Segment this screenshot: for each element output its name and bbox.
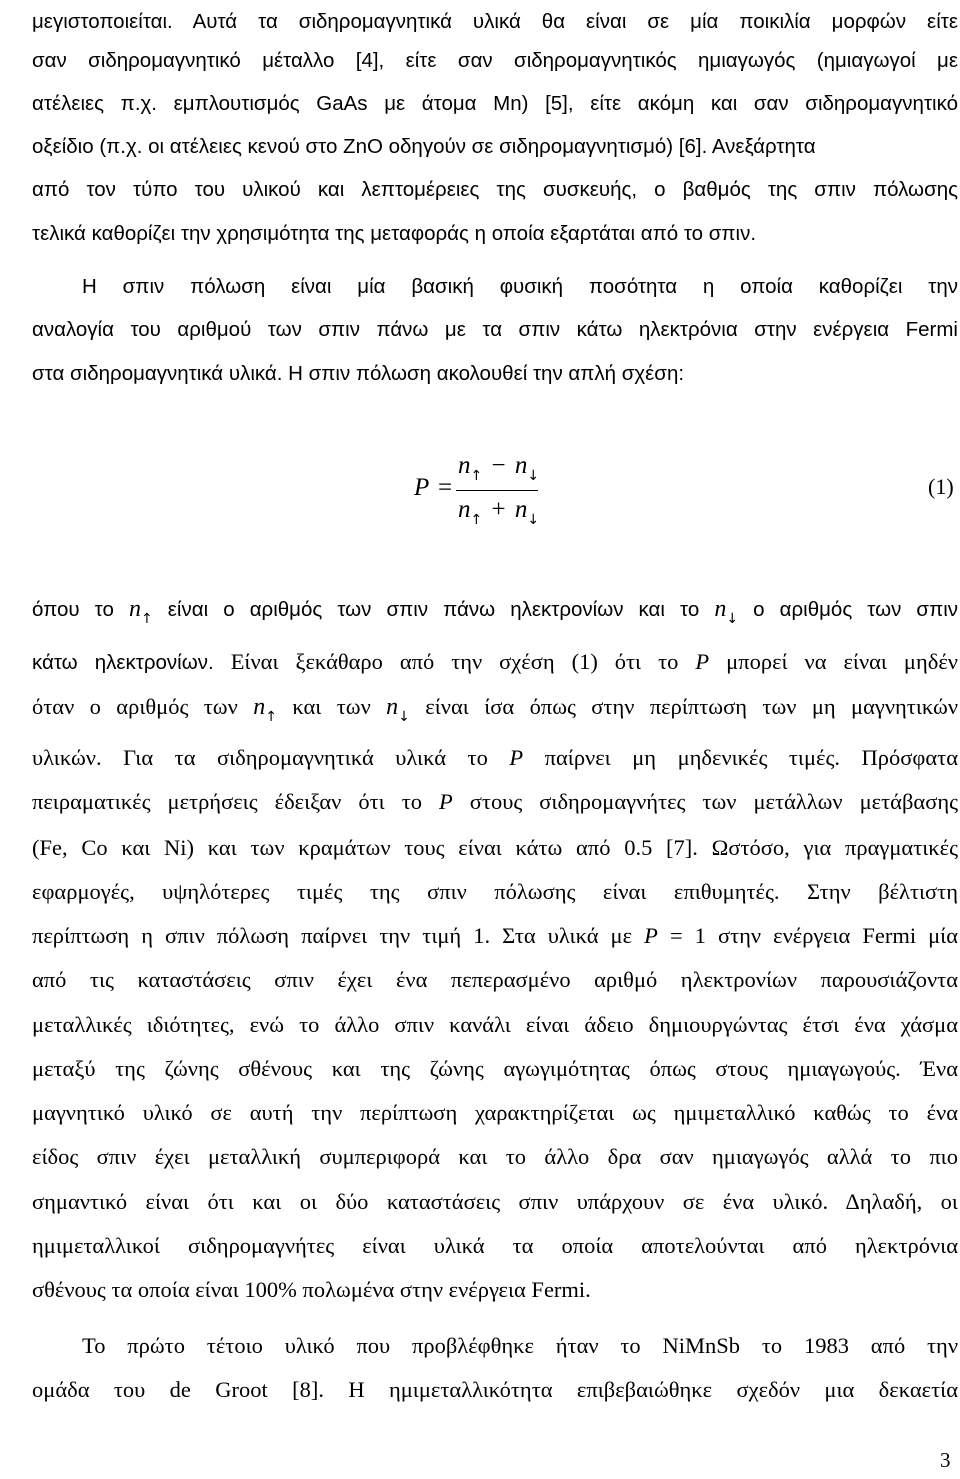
up-arrow-icon: ↑ (265, 709, 277, 725)
text-line: αναλογία του αριθμού των σπιν πάνω με τα σπιν κάτω ηλεκτρόνια στην ενέργεια Fermi (32, 318, 958, 341)
text-span: και των (292, 694, 371, 719)
n-symbol: n (514, 452, 528, 479)
text-line: σημαντικό είναι ότι και οι δύο καταστάσεις σπιν υπάρχουν σε ένα υλικό. Δηλαδή, οι (32, 1189, 958, 1214)
text-line: σθένους τα οποία είναι 100% πολωμένα στην ενέργεια Fermi. (32, 1277, 591, 1302)
text-line: μεγιστοποιείται. Αυτά τα σιδηρομαγνητικά υλικά θα είναι σε μία ποικιλία μορφών είτε (32, 10, 958, 33)
text-span: περίπτωση η σπιν πόλωση παίρνει την τιμή 1. Στα υλικά με (32, 923, 633, 948)
text-line (32, 640, 958, 684)
text-line: από τις καταστάσεις σπιν έχει ένα πεπερασμένο αριθμό ηλεκτρονίων παρουσιάζοντα (32, 967, 958, 992)
text-line: ομάδα του de Groot [8]. Η ημιμεταλλικότητα επιβεβαιώθηκε σχεδόν μια δεκαετία (32, 1377, 958, 1402)
equation-denominator (458, 496, 540, 528)
text-line: (Fe, Co και Ni) και των κραμάτων τους είναι κάτω από 0.5 [7]. Ωστόσο, για πραγματικές (32, 835, 958, 860)
text-line: στα σιδηρομαγνητικά υλικά. Η σπιν πόλωση ακολουθεί την απλή σχέση: (32, 362, 685, 385)
n-symbol: n (253, 694, 266, 720)
text-line (32, 914, 958, 958)
P-symbol: P (439, 789, 453, 814)
up-arrow-icon: ↑ (470, 512, 483, 528)
text-line: μεταξύ της ζώνης σθένους και της ζώνης αγωγιμότητας όπως στους ημιαγωγούς. Ένα (32, 1056, 958, 1081)
text-line: τελικά καθορίζει την χρησιμότητα της μεταφοράς η οποία εξαρτάται από το σπιν. (32, 222, 757, 245)
text-line: εφαρμογές, υψηλότερες τιμές της σπιν πόλωσης είναι επιθυμητές. Στην βέλτιστη (32, 879, 958, 904)
equation-numerator (458, 452, 540, 484)
text-line: σαν σιδηρομαγνητικό μέταλλο [4], είτε σαν σιδηρομαγνητικός ημιαγωγός (ημιαγωγοί με (32, 49, 958, 72)
n-up-symbol (253, 694, 277, 725)
plus-sign: + (491, 496, 506, 523)
text-line: μεταλλικές ιδιότητες, ενώ το άλλο σπιν κανάλι είναι άδειο δημιουργώντας έτσι ένα χάσμα (32, 1012, 958, 1037)
page-number: 3 (940, 1448, 951, 1472)
fraction-bar (456, 490, 538, 491)
n-symbol: n (458, 496, 471, 523)
P-symbol: P (695, 649, 710, 674)
n-down-symbol (714, 596, 739, 627)
text-span: πειραματικές μετρήσεις έδειξαν ότι το (32, 789, 422, 814)
text-line (32, 736, 958, 780)
text-span: ο αριθμός των σπιν (753, 598, 959, 621)
text-span: όπου το (32, 598, 114, 621)
equation-lhs: P (414, 474, 430, 501)
text-line (32, 587, 958, 631)
minus-sign: − (491, 452, 506, 479)
n-symbol: n (714, 596, 727, 622)
text-line: οξείδιο (π.χ. οι ατέλειες κενού στο ZnO οδηγούν σε σιδηρομαγνητισμό) [6]. Ανεξάρτητα (32, 135, 816, 158)
n-symbol: n (386, 694, 399, 720)
equation-number: (1) (928, 474, 954, 499)
text-line: ατέλειες π.χ. εμπλουτισμός GaAs με άτομα Mn) [5], είτε ακόμη και σαν σιδηρομαγνητικό (32, 92, 958, 115)
n-symbol: n (128, 596, 141, 622)
text-span: στους σιδηρομαγνήτες των μετάλλων μετάβασης (469, 789, 959, 814)
text-span: είναι ο αριθμός των σπιν πάνω ηλεκτρονίων και το (167, 598, 700, 621)
down-arrow-icon: ↓ (726, 611, 739, 627)
text-span: όταν ο αριθμός των (32, 694, 238, 719)
text-line: από τον τύπο του υλικού και λεπτομέρειες της συσκευής, ο βαθμός της σπιν πόλωσης (32, 178, 958, 201)
equation-equals: = (438, 474, 453, 501)
text-line: μαγνητικό υλικό σε αυτή την περίπτωση χαρακτηρίζεται ως ημιμεταλλικό καθώς το ένα (32, 1100, 958, 1125)
n-down-symbol (386, 694, 410, 725)
text-line (32, 780, 958, 824)
text-line: Το πρώτο τέτοιο υλικό που προβλέφθηκε ήταν το NiMnSb το 1983 από την (82, 1333, 958, 1358)
text-span: μπορεί να είναι μηδέν (726, 649, 958, 674)
up-arrow-icon: ↑ (140, 611, 153, 627)
text-span: Είναι ξεκάθαρο από την σχέση (1) ότι το (230, 649, 679, 674)
up-arrow-icon: ↑ (470, 468, 483, 484)
text-span: κάτω ηλεκτρονίων. (32, 651, 214, 674)
down-arrow-icon: ↓ (398, 709, 410, 725)
text-line: ημιμεταλλικοί σιδηρομαγνήτες είναι υλικά τα οποία αποτελούνται από ηλεκτρόνια (32, 1233, 958, 1258)
text-span: παίρνει μη μηδενικές τιμές. Πρόσφατα (544, 745, 958, 770)
text-line: είδος σπιν έχει μεταλλική συμπεριφορά και το άλλο δρα σαν ημιαγωγός αλλά το πιο (32, 1144, 958, 1169)
text-line: Η σπιν πόλωση είναι μία βασική φυσική ποσότητα η οποία καθορίζει την (82, 275, 958, 298)
text-span: υλικών. Για τα σιδηρομαγνητικά υλικά το (32, 745, 488, 770)
n-symbol: n (514, 496, 528, 523)
P-symbol: P (644, 923, 658, 948)
P-symbol: P (509, 745, 524, 770)
spin-polarization-equation (400, 452, 600, 532)
down-arrow-icon: ↓ (527, 512, 540, 528)
n-symbol: n (458, 452, 471, 479)
text-line (32, 685, 958, 729)
text-span: = 1 στην ενέργεια Fermi μία (669, 923, 959, 948)
down-arrow-icon: ↓ (527, 468, 540, 484)
text-span: είναι ίσα όπως στην περίπτωση των μη μαγνητικών (425, 694, 959, 719)
n-up-symbol (128, 596, 153, 627)
